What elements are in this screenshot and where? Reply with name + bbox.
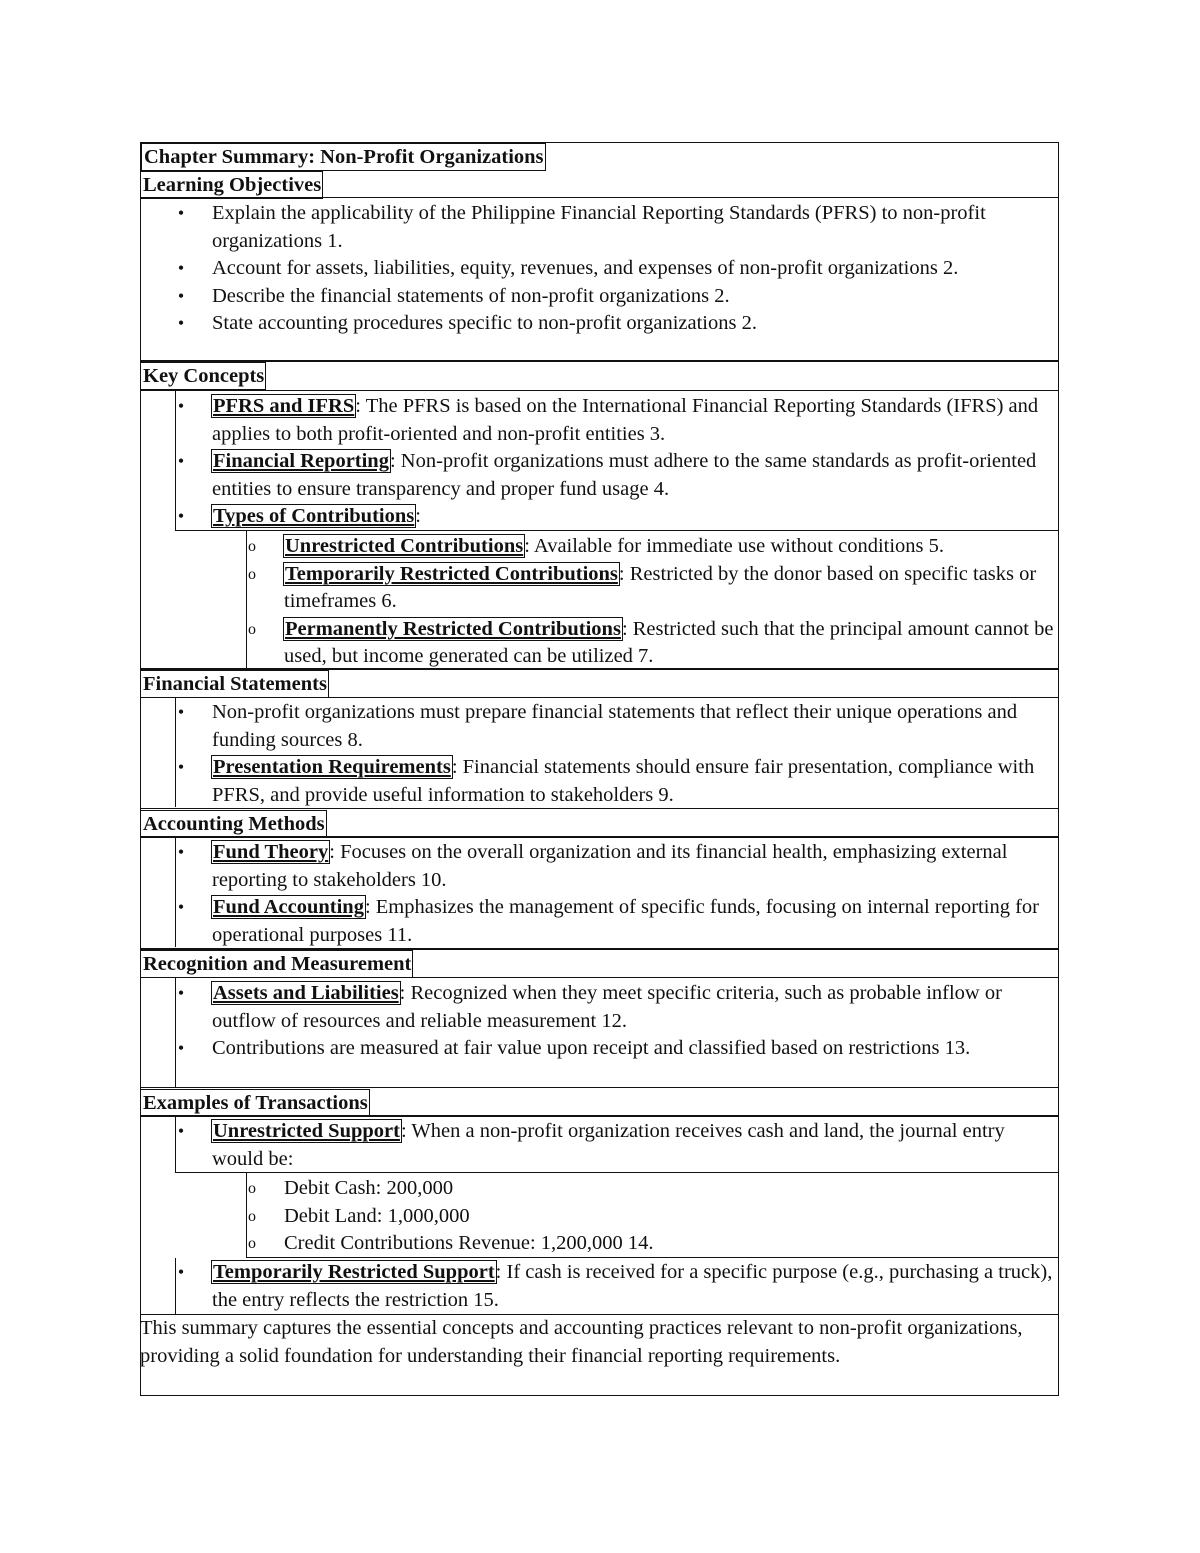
term-financial-reporting: Financial Reporting — [213, 450, 389, 472]
list-item: • Account for assets, liabilities, equity, revenues, and expenses of non-profit organizations 2. — [177, 257, 959, 279]
list-item: o Permanently Restricted Contributions: Restricted such that the principal amount cannot be used, but income generated can be utilized 7. — [248, 617, 1054, 667]
divider — [140, 1087, 1059, 1088]
term-permanently-restricted-contributions: Permanently Restricted Contributions — [285, 617, 621, 640]
list-item: • Financial Reporting: Non-profit organizations must adhere to the same standards as profit-oriented entities to ensure transparency and proper fund usage 4. — [177, 450, 1037, 500]
term-types-of-contributions: Types of Contributions — [213, 505, 415, 527]
journal-entries-list — [248, 1175, 1056, 1258]
term-temporarily-restricted-contributions: Temporarily Restricted Contributions — [285, 562, 618, 585]
term-unrestricted-support: Unrestricted Support — [213, 1120, 400, 1142]
examples-heading: Examples of Transactions — [140, 1089, 370, 1117]
examples-list-2 — [176, 1259, 1056, 1314]
list-item: • Fund Theory: Focuses on the overall organization and its financial health, emphasizing external reporting to stakeholders 10. — [177, 841, 1008, 891]
term-unrestricted-contributions: Unrestricted Contributions — [285, 535, 524, 557]
term-fund-theory: Fund Theory — [213, 841, 329, 863]
term-presentation-requirements: Presentation Requirements — [213, 756, 451, 778]
list-item: o Temporarily Restricted Contributions: Restricted by the donor based on specific tasks or timeframes 6. — [248, 562, 1037, 612]
accounting-methods-list — [176, 839, 1056, 949]
list-item: o Debit Land: 1,000,000 — [248, 1204, 470, 1227]
list-item: • Explain the applicability of the Philippine Financial Reporting Standards (PFRS) to non-profit organizations 1. — [177, 202, 986, 252]
list-item: • Temporarily Restricted Support: If cash is received for a specific purpose (e.g., purchasing a truck), the entry reflects the restriction 15. — [177, 1261, 1053, 1311]
list-item: • Presentation Requirements: Financial statements should ensure fair presentation, compliance with PFRS, and provide useful information to stakeholders 9. — [177, 756, 1035, 806]
term-fund-accounting: Fund Accounting — [213, 896, 364, 918]
term-assets-and-liabilities: Assets and Liabilities — [213, 982, 399, 1004]
list-item: • Describe the financial statements of non-profit organizations 2. — [177, 284, 730, 307]
list-item: • Assets and Liabilities: Recognized when they meet specific criteria, such as probable inflow or outflow of resources and reliable measurement 12. — [177, 982, 1002, 1032]
recognition-list — [176, 980, 1056, 1063]
divider — [140, 360, 1059, 362]
financial-statements-heading: Financial Statements — [140, 670, 329, 698]
list-item: • Contributions are measured at fair value upon receipt and classified based on restrictions 13. — [177, 1037, 971, 1059]
key-concepts-list — [176, 393, 1056, 531]
list-item: • Non-profit organizations must prepare financial statements that reflect their unique operations and funding sources 8. — [177, 701, 1018, 751]
list-item: • Unrestricted Support: When a non-profit organization receives cash and land, the journal entry would be: — [177, 1120, 1005, 1170]
learning-objectives-list — [176, 200, 1056, 338]
contribution-types-list — [248, 533, 1056, 671]
divider — [140, 197, 1059, 198]
accounting-methods-heading: Accounting Methods — [140, 810, 327, 838]
term-pfrs-ifrs: PFRS and IFRS — [213, 395, 355, 417]
list-item: • Fund Accounting: Emphasizes the management of specific funds, focusing on internal reporting for operational purposes 11. — [177, 896, 1039, 946]
summary-paragraph: This summary captures the essential concepts and accounting practices relevant to non-profit organizations, providing a solid foundation for understanding their financial reporting requirements. — [140, 1317, 1023, 1367]
list-item: • PFRS and IFRS: The PFRS is based on the International Financial Reporting Standards (IFRS) and applies to both profit-oriented and non-profit entities 3. — [177, 395, 1039, 445]
key-concepts-heading: Key Concepts — [140, 362, 266, 390]
list-item: • Types of Contributions: — [177, 505, 421, 527]
list-item: o Unrestricted Contributions: Available for immediate use without conditions 5. — [248, 535, 945, 557]
examples-list — [176, 1118, 1056, 1173]
financial-statements-list — [176, 699, 1056, 809]
list-item: o Debit Cash: 200,000 — [248, 1177, 454, 1199]
divider — [140, 808, 1059, 809]
learning-objectives-heading: Learning Objectives — [140, 171, 323, 199]
page-title: Chapter Summary: Non-Profit Organizations — [141, 143, 546, 171]
list-item: • State accounting procedures specific to non-profit organizations 2. — [177, 312, 757, 334]
list-item: o Credit Contributions Revenue: 1,200,000 14. — [248, 1232, 654, 1254]
term-temporarily-restricted-support: Temporarily Restricted Support — [213, 1261, 495, 1283]
recognition-heading: Recognition and Measurement — [140, 950, 413, 978]
